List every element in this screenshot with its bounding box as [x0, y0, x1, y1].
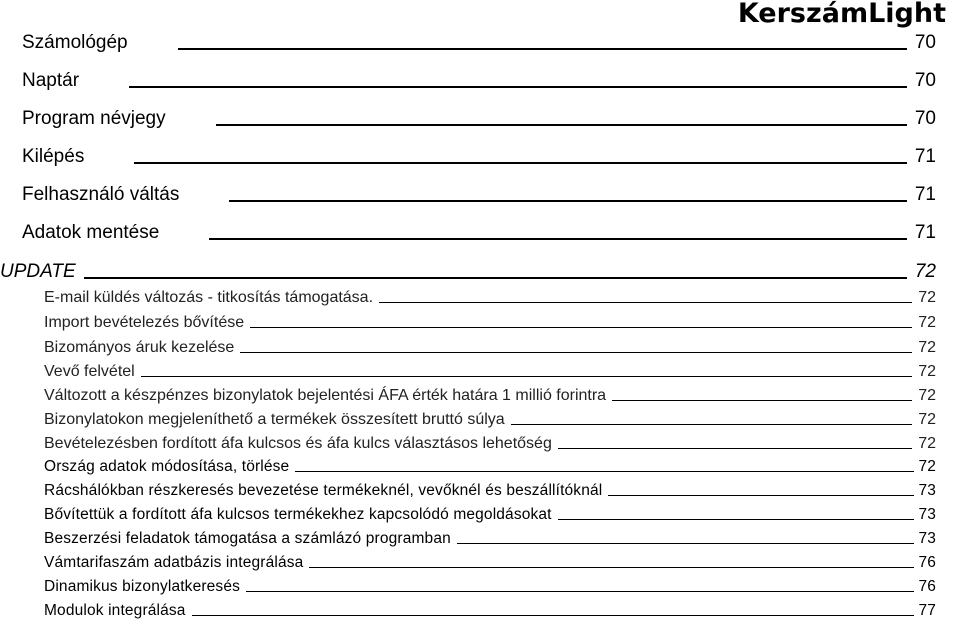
toc-entry-label: UPDATE — [0, 261, 76, 282]
toc-entry-kilepes[interactable] — [22, 145, 936, 169]
toc-leader-line — [295, 471, 914, 472]
toc-leader-line — [558, 448, 912, 449]
toc-entry-label: Vevő felvétel — [44, 363, 135, 380]
toc-entry-label: Beszerzési feladatok támogatása a számlázó programban — [44, 530, 451, 547]
toc-page-number: 72 — [918, 435, 936, 452]
toc-page-number: 72 — [918, 363, 936, 380]
toc-leader-line — [457, 543, 915, 544]
toc-entry-naptar[interactable] — [22, 69, 936, 93]
toc-page-number: 72 — [918, 411, 936, 428]
toc-entry-label: Bizományos áruk kezelése — [44, 339, 235, 356]
toc-subentry[interactable] — [44, 577, 936, 597]
toc-leader-line — [209, 238, 907, 240]
toc-page-number: 70 — [914, 32, 936, 53]
toc-subentry[interactable] — [44, 481, 936, 501]
toc-leader-line — [84, 277, 907, 279]
toc-entry-label: Dinamikus bizonylatkeresés — [44, 578, 241, 595]
toc-page-number: 72 — [914, 261, 936, 282]
toc-subentry[interactable] — [44, 338, 936, 358]
toc-entry-label: Naptár — [22, 70, 80, 91]
toc-page-number: 70 — [914, 108, 936, 129]
toc-subentry[interactable] — [44, 529, 936, 549]
toc-leader-line — [178, 48, 907, 50]
toc-leader-line — [309, 567, 914, 568]
toc-entry-update[interactable] — [0, 260, 936, 284]
toc-subentry[interactable] — [44, 434, 936, 454]
toc-page-number: 71 — [914, 222, 936, 243]
toc-entry-label: Program névjegy — [22, 108, 166, 129]
toc-entry-label: Bővítettük a fordított áfa kulcsos termékekhez kapcsolódó megoldásokat — [44, 506, 552, 523]
toc-page-number: 76 — [918, 578, 936, 595]
toc-leader-line — [379, 302, 912, 303]
toc-page-number: 70 — [914, 70, 936, 91]
toc-entry-felhasznalo-valtas[interactable] — [22, 183, 936, 207]
toc-entry-label: Adatok mentése — [22, 222, 160, 243]
toc-subentry[interactable] — [44, 601, 936, 621]
toc-entry-adatok-mentese[interactable] — [22, 221, 936, 245]
toc-entry-label: Változott a készpénzes bizonylatok bejelentési ÁFA érték határa 1 millió forintra — [44, 387, 607, 404]
toc-leader-line — [134, 162, 907, 164]
toc-entry-label: Modulok integrálása — [44, 602, 186, 619]
toc-page-number: 77 — [918, 602, 936, 619]
toc-entry-label: Import bevételezés bővítése — [44, 314, 245, 331]
toc-leader-line — [250, 327, 912, 328]
toc-subentry[interactable] — [44, 288, 936, 308]
toc-page-number: 73 — [918, 482, 936, 499]
toc-leader-line — [229, 200, 906, 202]
toc-entry-label: Bevételezésben fordított áfa kulcsos és áfa kulcs választásos lehetőség — [44, 435, 552, 452]
toc-entry-label: Felhasználó váltás — [22, 184, 180, 205]
toc-subentry[interactable] — [44, 553, 936, 573]
toc-entry-program-nevjegy[interactable] — [22, 107, 936, 131]
toc-subentry[interactable] — [44, 505, 936, 525]
toc-page-number: 71 — [914, 184, 936, 205]
toc-entry-label: Rácshálókban részkeresés bevezetése termékeknél, vevőknél és beszállítóknál — [44, 482, 603, 499]
toc-entry-label: Vámtarifaszám adatbázis integrálása — [44, 554, 304, 571]
toc-subentry[interactable] — [44, 457, 936, 477]
toc-subentry[interactable] — [44, 362, 936, 382]
toc-page-number: 72 — [918, 387, 936, 404]
toc-subentry[interactable] — [44, 313, 936, 333]
toc-page-number: 72 — [918, 314, 936, 331]
toc-page-number: 72 — [918, 458, 936, 475]
toc-page-number: 72 — [918, 339, 936, 356]
toc-leader-line — [246, 591, 914, 592]
toc-leader-line — [558, 519, 915, 520]
toc-page-number: 73 — [918, 506, 936, 523]
toc-leader-line — [141, 376, 912, 377]
toc-entry-label: E-mail küldés változás - titkosítás támogatása. — [44, 289, 374, 306]
toc-leader-line — [192, 615, 915, 616]
toc-leader-line — [511, 424, 913, 425]
toc-page-number: 76 — [918, 554, 936, 571]
toc-entry-label: Bizonylatokon megjeleníthető a termékek összesített bruttó súlya — [44, 411, 505, 428]
toc-leader-line — [240, 352, 912, 353]
toc-page-number: 72 — [918, 289, 936, 306]
toc-entry-label: Kilépés — [22, 146, 85, 167]
toc-entry-label: Ország adatok módosítása, törlése — [44, 458, 290, 475]
toc-leader-line — [608, 495, 914, 496]
toc-leader-line — [612, 400, 912, 401]
toc-subentry[interactable] — [44, 386, 936, 406]
toc-leader-line — [216, 124, 907, 126]
toc-page-number: 73 — [918, 530, 936, 547]
toc-subentry[interactable] — [44, 410, 936, 430]
toc-entry-label: Számológép — [22, 32, 128, 53]
toc-leader-line — [129, 86, 907, 88]
toc-entry-szamologep[interactable] — [22, 31, 936, 55]
document-title: KerszámLight — [737, 0, 946, 29]
toc-page-number: 71 — [914, 146, 936, 167]
